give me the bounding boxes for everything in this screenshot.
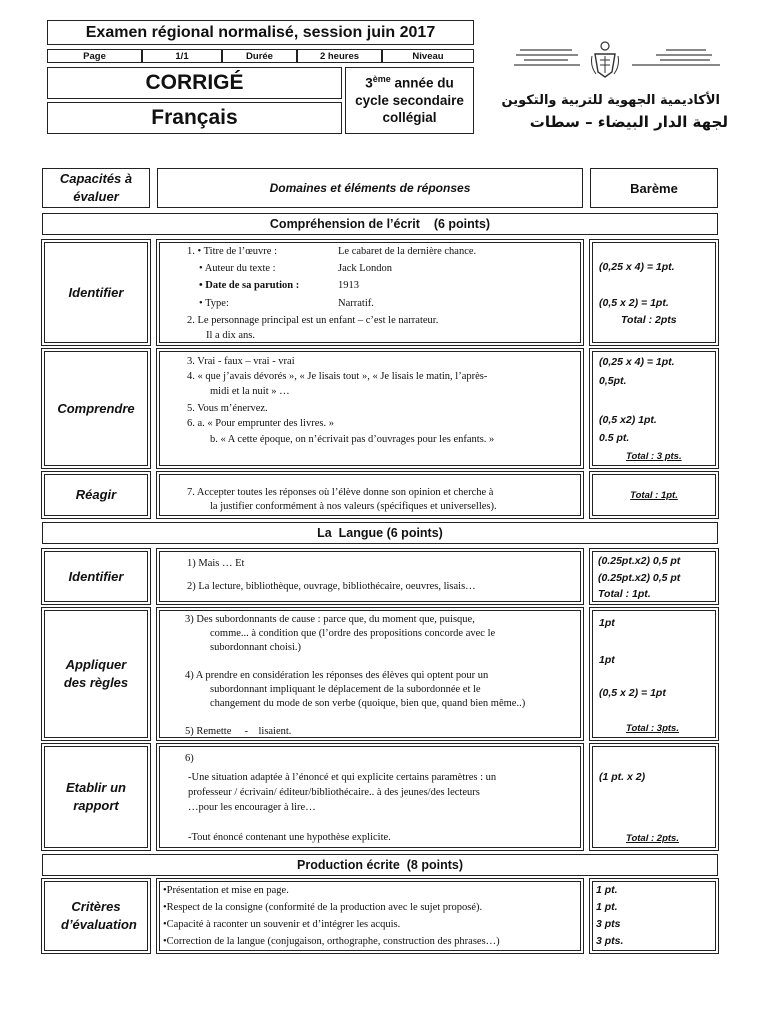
- page-value-cell: [142, 49, 222, 63]
- bareme-value: (0,5 x2) 1pt.: [599, 414, 657, 426]
- bareme-value: (0,5 x 2) = 1pt: [599, 687, 666, 699]
- answer-line: •Capacité à raconter un souvenir et d’intégrer les acquis.: [163, 919, 401, 930]
- answer-line: changement du mode de son verbe (quoique, bien que, quand bien même..): [210, 698, 526, 709]
- bareme-value: (0,25 x 4) = 1pt.: [599, 261, 675, 273]
- capacity-identifier-1: [44, 242, 148, 343]
- niveau-label: Niveau: [412, 50, 444, 62]
- bareme-total: Total : 2pts: [621, 314, 677, 326]
- page-value: 1/1: [175, 50, 189, 62]
- answer-line: 6): [185, 753, 194, 764]
- answers-identifier-1: [159, 242, 581, 343]
- bareme-value: 1pt: [599, 654, 615, 666]
- answer-line: 1. • Titre de l’œuvre :: [187, 246, 278, 257]
- bareme-appliquer: [592, 610, 716, 738]
- answer-line: comme... à condition que (l’ordre des propositions concorde avec le: [210, 628, 496, 639]
- bareme-total: Total : 2pts.: [626, 833, 679, 844]
- capacity-reagir-label: Réagir: [75, 487, 117, 503]
- bareme-value: (0.25pt.x2) 0,5 pt: [598, 555, 681, 567]
- capacity-identifier-2-label: Identifier: [68, 568, 124, 584]
- level-number: 3: [365, 75, 373, 91]
- info-row: [47, 49, 474, 63]
- corrige-box: [47, 67, 342, 99]
- academy-line2: لجهة الدار البيضاء – سطات: [529, 113, 728, 131]
- duree-value-cell: [297, 49, 382, 63]
- section-langue-label: La Langue (6 points): [317, 526, 443, 540]
- answer-line: professeur / écrivain/ éditeur/bibliothécaire.. à des jeunes/des lecteurs: [188, 787, 480, 798]
- section-langue: [42, 522, 718, 544]
- subject-label: Français: [151, 106, 238, 129]
- bareme-value: 3 pts.: [596, 935, 624, 947]
- answer-line: Il a dix ans.: [206, 330, 255, 341]
- capacity-comprendre-label: Comprendre: [57, 400, 135, 416]
- answer-line: • Date de sa parution :: [199, 280, 300, 291]
- bareme-value: 1 pt.: [596, 884, 618, 896]
- capacity-rapport-label: Etablir un rapport: [66, 780, 126, 813]
- answer-line: •Respect de la consigne (conformité de la production avec le sujet proposé).: [163, 902, 483, 913]
- answers-comprendre: [159, 351, 581, 466]
- bareme-identifier-2: [592, 551, 716, 602]
- capacity-criteres-label: Critères d’évaluation: [61, 899, 137, 932]
- exam-title-box: [47, 20, 474, 45]
- answer-line: • Auteur du texte :: [199, 263, 276, 274]
- bareme-identifier-1: [592, 242, 716, 343]
- duree-label-cell: [222, 49, 297, 63]
- page-label-cell: [47, 49, 142, 63]
- answer-line: midi et la nuit » …: [210, 386, 290, 397]
- bareme-total: Total : 3pts.: [626, 723, 679, 734]
- capacity-appliquer-label: Appliquer des règles: [63, 657, 129, 690]
- answer-line: subordonnant impliquant le déplacement de la subordonnée et le: [210, 684, 481, 695]
- answer-line: 6. a. « Pour emprunter des livres. »: [187, 418, 334, 429]
- niveau-label-cell: [382, 49, 474, 63]
- answers-criteres: [159, 881, 581, 951]
- answer-value: Jack London: [338, 263, 392, 274]
- col-domaines: [157, 168, 583, 208]
- duree-value: 2 heures: [319, 50, 360, 62]
- level-box: [345, 67, 474, 134]
- answers-rapport: [159, 746, 581, 848]
- bareme-value: (0.25pt.x2) 0,5 pt: [598, 572, 681, 584]
- answer-line: •Correction de la langue (conjugaison, orthographe, construction des phrases…): [163, 936, 500, 947]
- answer-line: b. « A cette époque, on n’écrivait pas d’ouvrages pour les enfants. »: [210, 434, 495, 445]
- level-sup: ème: [372, 74, 391, 85]
- answer-line: subordonnant choisi.): [210, 642, 301, 653]
- capacity-identifier-1-label: Identifier: [68, 284, 124, 300]
- col-bareme-label: Barème: [630, 180, 678, 196]
- academy-line1: الأكاديمية الجهوية للتربية والتكوين: [501, 93, 720, 108]
- capacity-identifier-2: [44, 551, 148, 602]
- capacity-comprendre: [44, 351, 148, 466]
- answer-line: 4) A prendre en considération les réponses des élèves qui optent pour un: [185, 670, 489, 681]
- capacity-rapport: [44, 746, 148, 848]
- level-text1: année du: [390, 75, 454, 91]
- level-line1: [365, 74, 454, 92]
- level-line3: collégial: [382, 109, 437, 125]
- level-line2: cycle secondaire: [355, 92, 464, 108]
- answer-value: Narratif.: [338, 298, 374, 309]
- answer-line: 4. « que j’avais dévorés », « Je lisais tout », « Je lisais le matin, l’après-: [187, 371, 488, 382]
- bareme-value: (0,5 x 2) = 1pt.: [599, 297, 669, 309]
- page-label: Page: [83, 50, 106, 62]
- section-production: [42, 854, 718, 876]
- answer-line: •Présentation et mise en page.: [163, 885, 289, 896]
- answers-reagir: [159, 474, 581, 516]
- answer-line: 2) La lecture, bibliothèque, ouvrage, bibliothécaire, oeuvres, lisais…: [187, 581, 476, 592]
- section-production-label: Production écrite (8 points): [297, 858, 463, 872]
- answer-line: …pour les encourager à lire…: [188, 802, 316, 813]
- answers-identifier-2: [159, 551, 581, 602]
- col-domaines-label: Domaines et éléments de réponses: [269, 181, 471, 195]
- answer-line: 3) Des subordonnants de cause : parce que, du moment que, puisque,: [185, 614, 475, 625]
- answer-line: • Type:: [199, 298, 229, 309]
- bareme-value: 0.5 pt.: [599, 432, 630, 444]
- answer-line: 1) Mais … Et: [187, 558, 245, 569]
- subject-box: [47, 102, 342, 134]
- capacity-criteres: [44, 881, 148, 951]
- emblem-icon: [590, 40, 620, 80]
- bareme-total: Total : 1pt.: [630, 489, 678, 501]
- col-bareme: [590, 168, 718, 208]
- answer-value: 1913: [338, 280, 359, 291]
- answer-line: la justifier conformément à nos valeurs (spécifiques et universelles).: [210, 501, 497, 512]
- answer-line: 2. Le personnage principal est un enfant – c’est le narrateur.: [187, 315, 439, 326]
- ministry-emblem: [590, 40, 620, 80]
- answer-line: 5) Remette - lisaient.: [185, 726, 292, 737]
- bareme-value: 1pt: [599, 617, 615, 629]
- capacity-appliquer: [44, 610, 148, 738]
- answer-line: 3. Vrai - faux – vrai - vrai: [187, 356, 295, 367]
- bareme-reagir: [592, 474, 716, 516]
- answers-appliquer: [159, 610, 581, 738]
- ministry-right-text: [626, 46, 726, 80]
- bareme-value: 0,5pt.: [599, 375, 627, 387]
- section-comprehension-label: Compréhension de l’écrit (6 points): [269, 217, 491, 231]
- bareme-criteres: [592, 881, 716, 951]
- corrige-label: CORRIGÉ: [145, 71, 244, 94]
- answer-value: Le cabaret de la dernière chance.: [338, 246, 477, 257]
- section-comprehension: [42, 213, 718, 235]
- answer-line: -Tout énoncé contenant une hypothèse explicite.: [188, 832, 391, 843]
- bareme-total: Total : 3 pts.: [626, 451, 682, 462]
- bareme-value: (1 pt. x 2): [599, 771, 646, 783]
- bareme-total: Total : 1pt.: [598, 588, 651, 600]
- answer-line: 5. Vous m’énervez.: [187, 403, 268, 414]
- capacity-reagir: [44, 474, 148, 516]
- col-capacites: [42, 168, 150, 208]
- col-capacites-label: Capacités à évaluer: [59, 171, 133, 204]
- answer-line: -Une situation adaptée à l’énoncé et qui explicite certains paramètres : un: [188, 772, 497, 783]
- duree-label: Durée: [246, 50, 273, 62]
- exam-title: Examen régional normalisé, session juin 2017: [85, 23, 436, 41]
- answer-line: 7. Accepter toutes les réponses où l’élève donne son opinion et cherche à: [187, 487, 494, 498]
- ministry-left-text: [512, 46, 584, 80]
- bareme-comprendre: [592, 351, 716, 466]
- bareme-value: 3 pts: [596, 918, 621, 930]
- bareme-value: 1 pt.: [596, 901, 618, 913]
- bareme-rapport: [592, 746, 716, 848]
- bareme-value: (0,25 x 4) = 1pt.: [599, 356, 675, 368]
